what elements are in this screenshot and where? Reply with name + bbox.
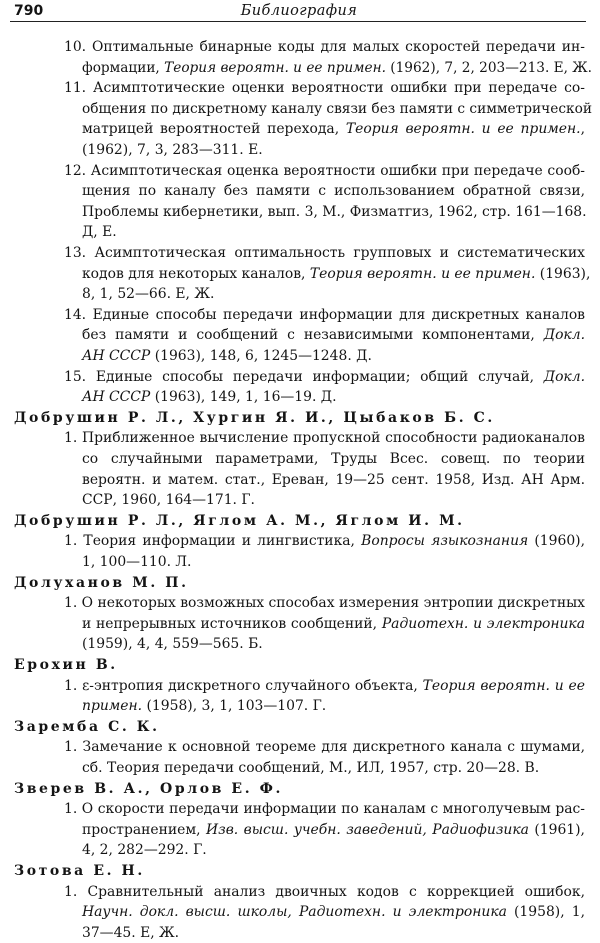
journal-title: Изв. высш. учебн. заведений, Радиофизика (206, 821, 529, 838)
entry-line (82, 119, 585, 139)
entry-line (82, 696, 326, 716)
entry-first-line (64, 882, 585, 902)
entry-first-line (64, 593, 585, 613)
header-rule (10, 21, 586, 22)
journal-title: Теория вероятн. и ее примен. (309, 265, 536, 282)
entry-text: пространением, (82, 821, 207, 838)
entry-first-line (64, 37, 585, 57)
running-title: Библиография (240, 3, 358, 19)
entry-line (82, 346, 372, 366)
entry-text: со случайными параметрами, Труды Всес. совещ. по теории (82, 451, 585, 467)
journal-title: Докл. (543, 327, 585, 344)
entry-text: 1. Теория информации и лингвистика, (64, 533, 362, 550)
entry-first-line (64, 737, 585, 757)
entry-text: , (580, 121, 585, 138)
entry-text: (1960), (528, 533, 585, 550)
entry-text: (1963), 148, 6, 1245—1248. Д. (150, 348, 372, 364)
entry-line (82, 99, 592, 119)
entry-text: ССР, 1960, 164—171. Г. (82, 492, 255, 509)
entry-line (82, 470, 585, 490)
journal-title: Научн. докл. высш. школы, Радиотехн. и электроника (82, 904, 507, 921)
entry-line (82, 325, 585, 345)
author-heading: Заремба С. К. (14, 718, 160, 735)
entry-first-line (64, 676, 585, 696)
entry-text: (1961), (528, 821, 585, 838)
entry-text: Проблемы кибернетики, вып. 3, М., Физматгиз, 1962, стр. 161—168. (82, 203, 587, 220)
entry-text: 13. Асимптотическая оптимальность групповых и систематических (64, 245, 585, 261)
entry-text: сб. Теория передачи сообщений, М., ИЛ, 1957, стр. 20—28. В. (82, 760, 540, 776)
entry-first-line (64, 428, 585, 448)
entry-text: щения по каналу без памяти с использованием обратной связи, (82, 183, 585, 200)
entry-line (82, 58, 592, 78)
page-number: 790 (14, 3, 44, 19)
entry-text: 1. Приближенное вычисление пропускной способности радиоканалов (64, 430, 585, 447)
entry-first-line (64, 78, 585, 98)
author-heading: Добрушин Р. Л., Яглом А. М., Яглом И. М. (14, 512, 465, 529)
entry-text: без памяти и сообщений с независимыми компонентами, (82, 327, 544, 344)
entry-text: формации, (82, 59, 165, 76)
entry-text: общения по дискретному каналу связи без памяти с симметрической (82, 100, 592, 117)
entry-text: 8, 1, 52—66. Е, Ж. (82, 286, 215, 303)
journal-title: Теория вероятн. и ее примен. (345, 121, 581, 138)
entry-first-line (64, 243, 585, 263)
entry-text: Д, Е. (82, 224, 117, 241)
entry-text: 1. Замечание к основной теореме для дискретного канала с шумами, (64, 739, 585, 756)
entry-text: 14. Единые способы передачи информации для дискретных каналов (64, 306, 585, 323)
entry-line (82, 902, 585, 922)
entry-line (82, 181, 585, 201)
entry-text: и непрерывных источников сообщений, (82, 615, 382, 632)
entry-line (82, 490, 255, 510)
entry-line (82, 222, 117, 242)
entry-line (82, 552, 191, 572)
entry-text: 10. Оптимальные бинарные коды для малых скоростей передачи ин- (64, 39, 585, 55)
entry-line (82, 614, 585, 634)
entry-first-line (64, 305, 585, 325)
author-heading: Долуханов М. П. (14, 574, 189, 591)
entry-text: (1958), 3, 1, 103—107. Г. (142, 698, 327, 715)
entry-text: вероятн. и матем. стат., Ереван, 19—25 сент. 1958, Изд. АН Арм. (82, 471, 585, 488)
author-heading: Ерохин В. (14, 657, 118, 673)
entry-text: (1959), 4, 4, 559—565. Б. (82, 636, 263, 653)
journal-title: Докл. (543, 368, 585, 385)
entry-first-line (64, 799, 585, 819)
journal-title: Теория вероятн. и ее примен. (164, 59, 386, 76)
entry-line (82, 634, 263, 654)
entry-text: 4, 2, 282—292. Г. (82, 842, 207, 859)
entry-text: 1. О скорости передачи информации по каналам с многолучевым рас- (64, 801, 585, 818)
journal-title: примен. (82, 698, 143, 715)
entry-text: (1958), 1, (506, 904, 585, 921)
author-heading: Зотова Е. Н. (14, 863, 145, 879)
entry-text: (1963), 149, 1, 16—19. Д. (150, 389, 337, 406)
entry-text: (1963), (535, 265, 591, 282)
entry-text: 11. Асимптотические оценки вероятности ошибки при передаче со- (64, 80, 585, 97)
entry-text: матрицей вероятностей перехода, (82, 121, 346, 138)
entry-first-line (64, 531, 585, 551)
entry-text: 1, 100—110. Л. (82, 554, 192, 570)
entry-text: 15. Единые способы передачи информации; общий случай, (64, 368, 544, 385)
journal-title: Радиотехн. и электроника (381, 615, 585, 632)
journal-title: Вопросы языкознания (361, 533, 529, 550)
journal-title: Теория вероятн. и ее (422, 677, 586, 694)
entry-first-line (64, 367, 585, 387)
entry-line (82, 387, 337, 407)
entry-text: 1. ε-энтропия дискретного случайного объекта, (64, 677, 423, 694)
journal-title: АН СССР (82, 348, 151, 364)
journal-title: АН СССР (82, 389, 151, 406)
entry-text: кодов для некоторых каналов, (82, 265, 310, 282)
entry-text: 12. Асимптотическая оценка вероятности ошибки при передаче сооб- (64, 162, 585, 179)
entry-line (82, 820, 585, 840)
entry-text: (1962), 7, 2, 203—213. Е, Ж. (385, 59, 592, 76)
author-heading: Добрушин Р. Л., Хургин Я. И., Цыбаков Б. С. (14, 409, 495, 426)
entry-line (82, 264, 590, 284)
entry-first-line (64, 161, 585, 181)
entry-line (82, 923, 179, 943)
entry-line (82, 202, 587, 222)
entry-line (82, 140, 263, 160)
entry-line (82, 449, 585, 469)
entry-text: (1962), 7, 3, 283—311. Е. (82, 142, 263, 158)
author-heading: Зверев В. А., Орлов Е. Ф. (14, 780, 284, 797)
running-head (12, 2, 586, 22)
entry-line (82, 840, 207, 860)
entry-line (82, 758, 539, 778)
entry-text: 1. Сравнительный анализ двоичных кодов с коррекцией ошибок, (64, 883, 585, 900)
entry-line (82, 284, 214, 304)
entry-text: 1. О некоторых возможных способах измерения энтропии дискретных (64, 595, 585, 612)
entry-text: 37—45. Е, Ж. (82, 924, 180, 941)
